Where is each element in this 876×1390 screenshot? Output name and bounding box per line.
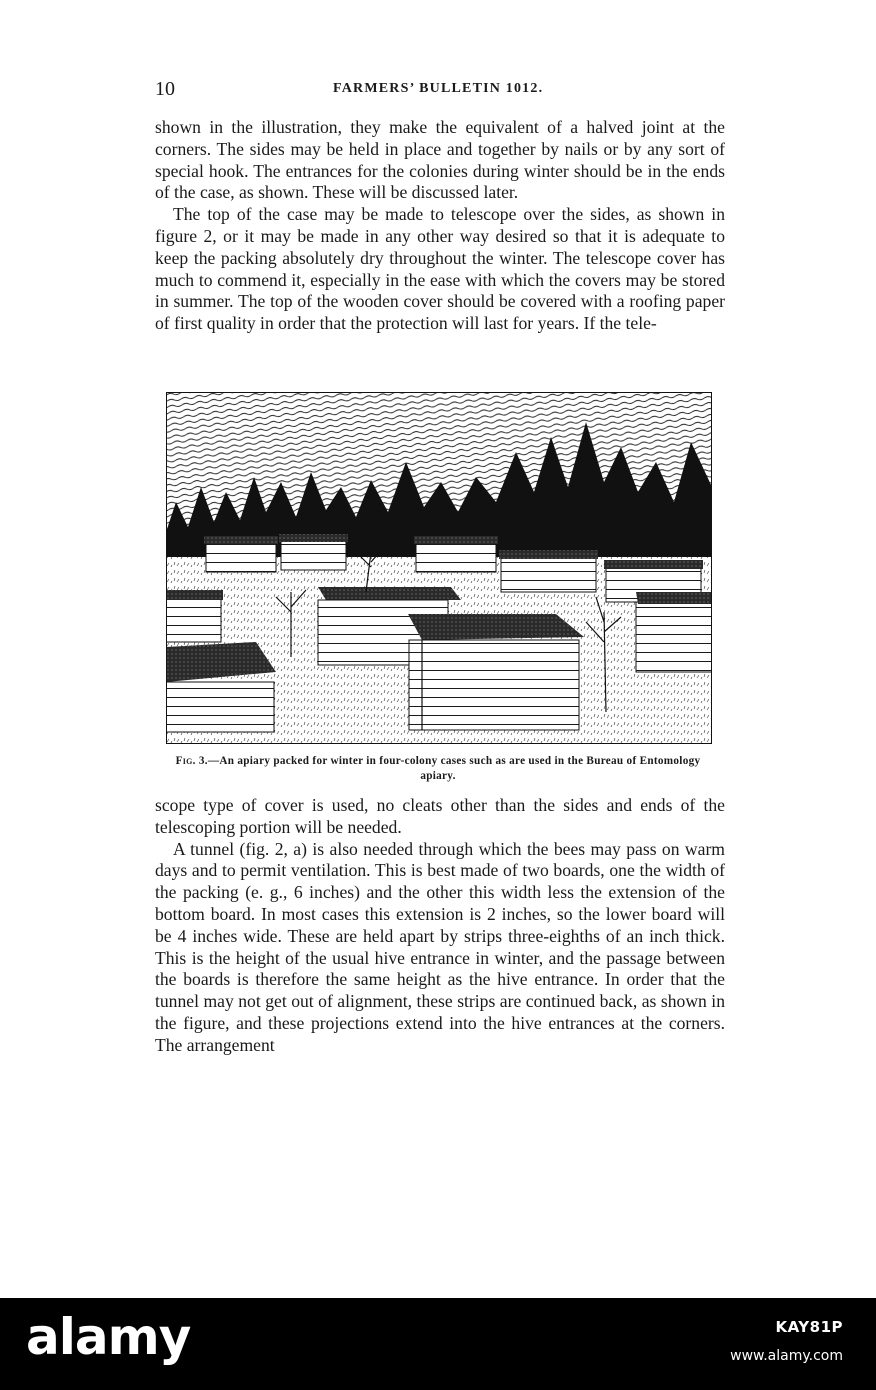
alamy-logo: alamy	[26, 1308, 191, 1366]
watermark-url: www.alamy.com	[730, 1348, 843, 1364]
apiary-illustration	[166, 392, 712, 744]
paragraph: shown in the illustration, they make the equivalent of a halved joint at the corners. The sides may be held in place and together by nails or by any sort of special hook. The entrances for the colonies during winter should be in the ends of the case, as shown. These will be discussed later.	[155, 117, 725, 203]
apiary-engraving	[166, 392, 712, 744]
figure-caption	[160, 754, 716, 784]
page-header	[155, 78, 725, 104]
image-id: KAY81P	[775, 1318, 843, 1336]
running-head: FARMERS’ BULLETIN 1012.	[333, 81, 544, 96]
paragraph: A tunnel (fig. 2, a) is also needed through which the bees may pass on warm days and to permit ventilation. This is best made of two boards, one the width of the packing (e. g., 6 inches) and the other this width less the extension of the bottom board. In most cases this extension is 2 inches, so the lower board will be 4 inches wide. These are held apart by strips three-eighths of an inch thick. This is the height of the usual hive entrance in winter, and the passage between the boards is therefore the same height as the hive entrance. In order that the tunnel may not get out of alignment, these strips are continued back, as shown in the figure, and these projections extend into the hive entrances at the corners. The arrangement	[155, 838, 725, 1055]
page-number: 10	[155, 78, 175, 100]
figure-label: Fig. 3.	[175, 755, 208, 767]
text-block-bottom	[155, 795, 725, 1057]
paragraph: The top of the case may be made to telescope over the sides, as shown in figure 2, or it may be made in any other way desired so that it is adequate to keep the packing absolutely dry throughout the winter. The telescope cover has much to commend it, especially in the ease with which the covers may be stored in summer. The top of the wooden cover should be covered with a roofing paper of first quality in order that the protection will last for years. If the tele-	[155, 204, 725, 334]
text-block-top	[155, 117, 725, 335]
figure-caption-text: —An apiary packed for winter in four-colony cases such as are used in the Bureau of Entomology apiary.	[207, 755, 701, 782]
paragraph: scope type of cover is used, no cleats other than the sides and ends of the telescoping portion will be needed.	[155, 795, 725, 837]
